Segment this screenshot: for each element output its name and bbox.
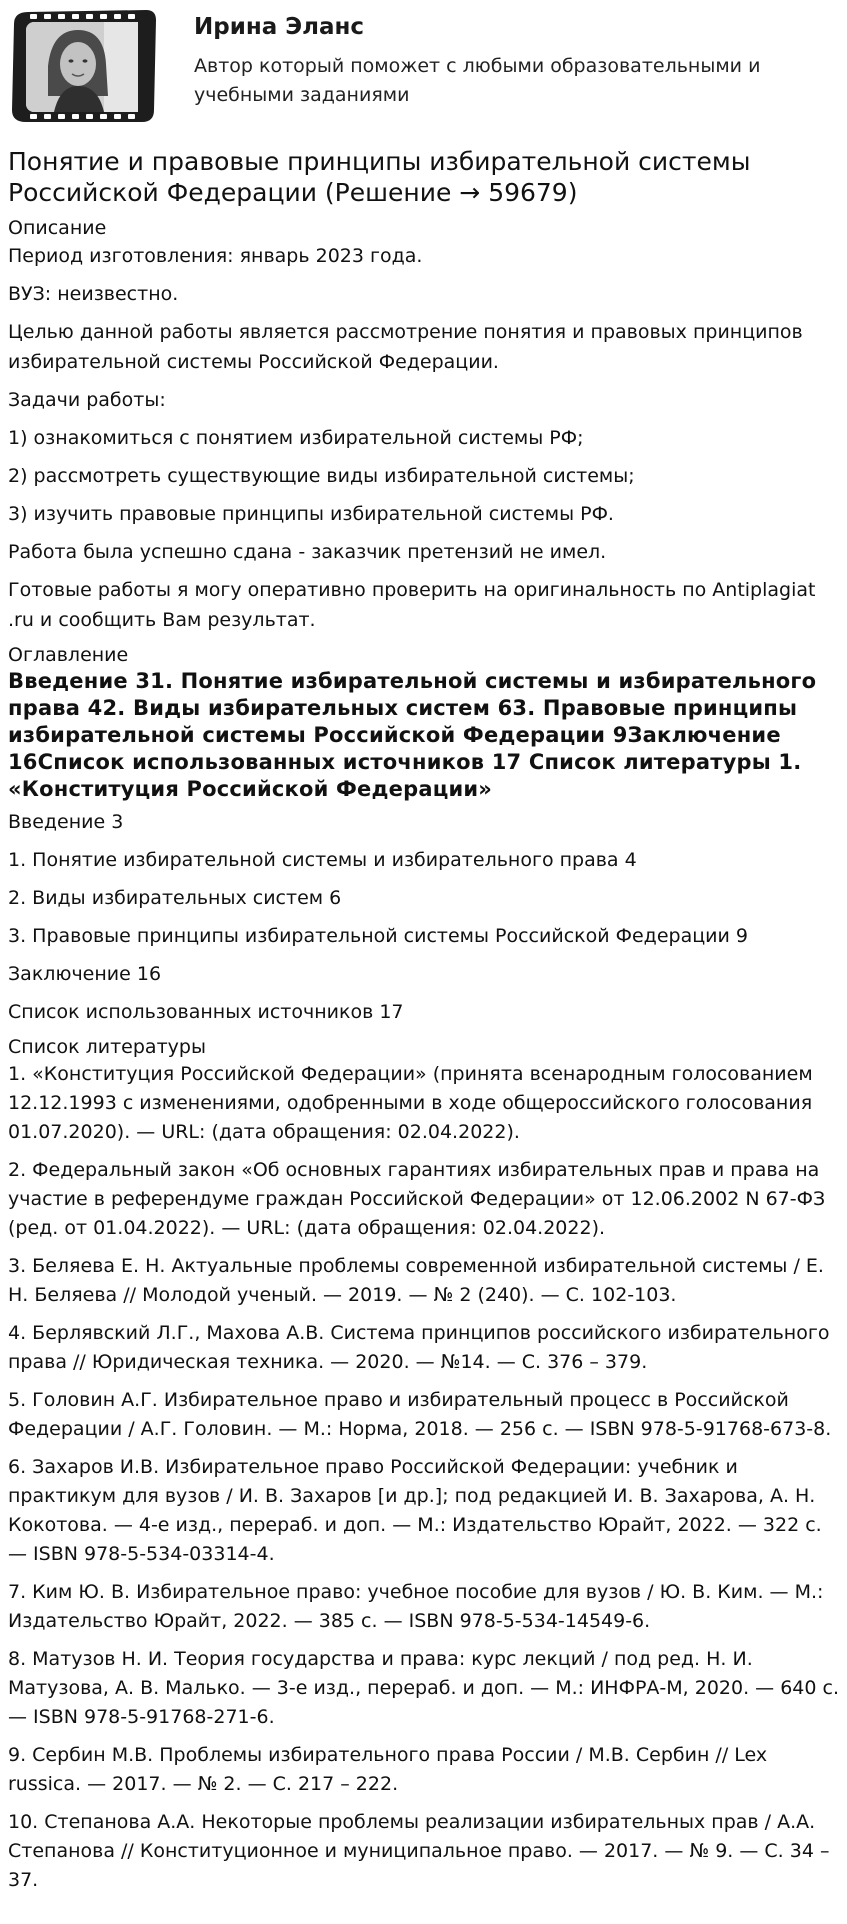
literature-item: 9. Сербин М.В. Проблемы избирательного права России / М.В. Сербин // Lex russica. — 2017. — № 2. — С. 217 – 222. bbox=[8, 1744, 768, 1795]
author-description: Автор который поможет с любыми образовательными и учебными заданиями bbox=[194, 55, 761, 106]
literature-item: 1. «Конституция Российской Федерации» (принята всенародным голосованием 12.12.1993 с изменениями, одобренными в ходе общероссийского голосования 01.07.2020). — URL: (дата обращения: 02.04.2022). bbox=[8, 1063, 813, 1143]
description-paragraph: 1) ознакомиться с понятием избирательной системы РФ; bbox=[8, 427, 584, 449]
description-paragraph: Целью данной работы является рассмотрение понятия и правовых принципов избирательной системы Российской Федерации. bbox=[8, 321, 803, 373]
toc-item: 2. Виды избирательных систем 6 bbox=[8, 887, 342, 909]
literature-item: 2. Федеральный закон «Об основных гарантиях избирательных прав и права на участие в референдуме граждан Российской Федерации» от 12.06.2002 N 67-ФЗ (ред. от 01.04.2022). — URL: (дата обращения: 02.04.2022). bbox=[8, 1159, 826, 1239]
toc-item: 1. Понятие избирательной системы и избирательного права 4 bbox=[8, 849, 637, 871]
author-avatar[interactable] bbox=[8, 6, 158, 126]
description-label: Описание bbox=[8, 217, 107, 239]
literature-item: 4. Берлявский Л.Г., Махова А.В. Система принципов российского избирательного права // Юридическая техника. — 2020. — №14. — С. 376 – 379. bbox=[8, 1322, 830, 1373]
literature-item: 7. Ким Ю. В. Избирательное право: учебное пособие для вузов / Ю. В. Ким. — М.: Издательство Юрайт, 2022. — 385 с. — ISBN 978-5-534-14549-6. bbox=[8, 1581, 824, 1632]
description-paragraph: Период изготовления: январь 2023 года. bbox=[8, 245, 423, 267]
work-title: Понятие и правовые принципы избирательной системы Российской Федерации (Решение → 59679) bbox=[8, 147, 751, 207]
work-content bbox=[8, 146, 841, 1904]
literature-item: 5. Головин А.Г. Избирательное право и избирательный процесс в Российской Федерации / А.Г. Головин. — М.: Норма, 2018. — 256 с. — ISBN 978-5-91768-673-8. bbox=[8, 1389, 832, 1440]
description-paragraph: 2) рассмотреть существующие виды избирательной системы; bbox=[8, 465, 635, 487]
literature-item: 8. Матузов Н. И. Теория государства и права: курс лекций / под ред. Н. И. Матузова, А. В. Малько. — 3-е изд., перераб. и доп. — М.: ИНФРА-М, 2020. — 640 с. — ISBN 978-5-91768-271-6. bbox=[8, 1648, 839, 1728]
toc-item: Список использованных источников 17 bbox=[8, 1001, 404, 1023]
description-paragraph: Работа была успешно сдана - заказчик претензий не имел. bbox=[8, 541, 607, 563]
toc-item: Заключение 16 bbox=[8, 963, 162, 985]
author-block bbox=[8, 6, 838, 126]
literature-label: Список литературы bbox=[8, 1036, 206, 1058]
portrait-photo bbox=[26, 22, 138, 112]
description-paragraph: Готовые работы я могу оперативно проверить на оригинальность по Antiplagiat .ru и сообщить Вам результат. bbox=[8, 579, 816, 631]
description-paragraph: ВУЗ: неизвестно. bbox=[8, 283, 179, 305]
toc-label: Оглавление bbox=[8, 644, 129, 666]
literature-item: 10. Степанова А.А. Некоторые проблемы реализации избирательных прав / А.А. Степанова // Конституционное и муниципальное право. — 2017. — № 9. — С. 34 – 37. bbox=[8, 1811, 830, 1891]
literature-list bbox=[8, 1060, 841, 1895]
description-body bbox=[8, 241, 841, 635]
toc-summary: Введение 31. Понятие избирательной системы и избирательного права 42. Виды избирательных систем 63. Правовые принципы избирательной системы Российской Федерации 9Заключение 16Список использованных источников 17 Список литературы 1. «Конституция Российской Федерации» bbox=[8, 669, 817, 801]
description-paragraph: 3) изучить правовые принципы избирательной системы РФ. bbox=[8, 503, 614, 525]
author-name[interactable]: Ирина Эланс bbox=[194, 14, 365, 40]
literature-item: 3. Беляева Е. Н. Актуальные проблемы современной избирательной системы / Е. Н. Беляева // Молодой ученый. — 2019. — № 2 (240). — С. 102-103. bbox=[8, 1255, 824, 1306]
literature-item: 6. Захаров И.В. Избирательное право Российской Федерации: учебник и практикум для вузов / И. В. Захаров [и др.]; под редакцией И. В. Захарова, А. Н. Кокотова. — 4-е изд., перераб. и доп. — М.: Издательство Юрайт, 2022. — 322 с. — ISBN 978-5-534-03314-4. bbox=[8, 1456, 822, 1565]
toc-item: Введение 3 bbox=[8, 811, 124, 833]
description-paragraph: Задачи работы: bbox=[8, 389, 166, 411]
toc-list bbox=[8, 807, 841, 1027]
toc-item: 3. Правовые принципы избирательной системы Российской Федерации 9 bbox=[8, 925, 748, 947]
